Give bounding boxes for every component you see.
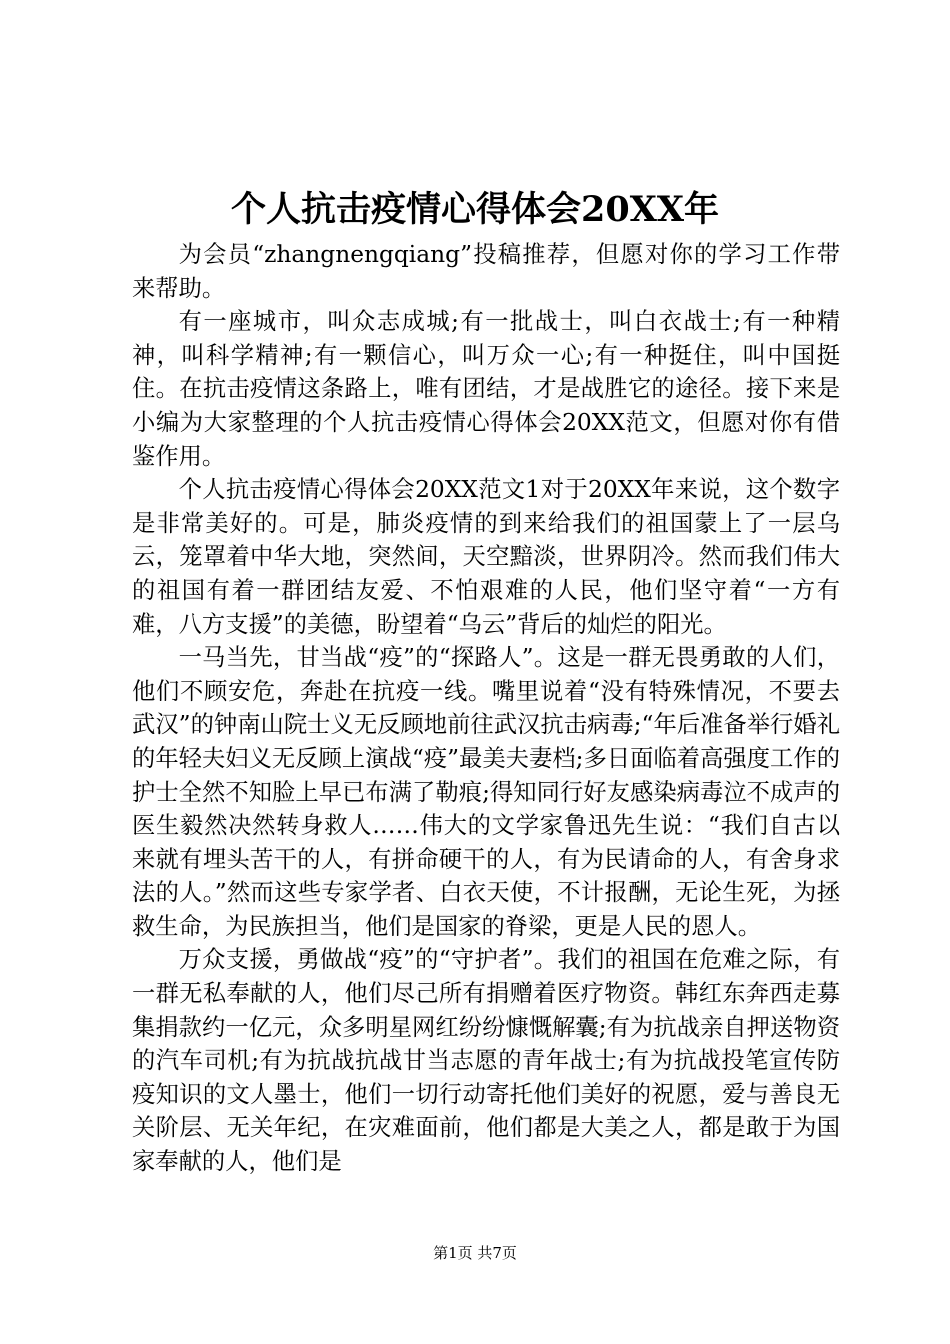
document-body — [132, 238, 840, 1179]
paragraph-preface: 有一座城市，叫众志成城;有一批战士，叫白衣战士;有一种精神，叫科学精神;有一颗信心，叫万众一心;有一种挺住，叫中国挺住。在抗击疫情这条路上，唯有团结，才是战胜它的途径。接下来是小编为大家整理的个人抗击疫情心得体会20XX范文，但愿对你有借鉴作用。 — [132, 308, 840, 470]
document-title: 个人抗击疫情心得体会20XX年 — [230, 189, 720, 230]
paragraph-essay-opening: 个人抗击疫情心得体会20XX范文1对于20XX年来说，这个数字是非常美好的。可是，肺炎疫情的到来给我们的祖国蒙上了一层乌云，笼罩着中华大地，突然间，天空黯淡，世界阴冷。然而我们伟大的祖国有着一群团结友爱、不怕艰难的人民，他们坚守着“一方有难，八方支援”的美德，盼望着“乌云”背后的灿烂的阳光。 — [132, 476, 840, 638]
paragraph-intro: 为会员“zhangnengqiang”投稿推荐，但愿对你的学习工作带来帮助。 — [132, 241, 840, 302]
paragraph-guardians: 万众支援，勇做战“疫”的“守护者”。我们的祖国在危难之际，有一群无私奉献的人，他们尽己所有捐赠着医疗物资。韩红东奔西走募集捐款约一亿元，众多明星网红纷纷慷慨解囊;有为抗战亲自押送物资的汽车司机;有为抗战抗战甘当志愿的青年战士;有为抗战投笔宣传防疫知识的文人墨士，他们一切行动寄托他们美好的祝愿，爱与善良无关阶层、无关年纪，在灾难面前，他们都是大美之人，都是敢于为国家奉献的人，他们是 — [132, 946, 840, 1176]
page-number-footer: 第1页 共7页 — [433, 1244, 517, 1262]
paragraph-pathfinders: 一马当先，甘当战“疫”的“探路人”。这是一群无畏勇敢的人们，他们不顾安危，奔赴在抗疫一线。嘴里说着“没有特殊情况，不要去武汉”的钟南山院士义无反顾地前往武汉抗击病毒;“年后准备举行婚礼的年轻夫妇义无反顾上演战“疫”最美夫妻档;多日面临着高强度工作的护士全然不知脸上早已布满了勒痕;得知同行好友感染病毒泣不成声的医生毅然决然转身救人……伟大的文学家鲁迅先生说：“我们自古以来就有埋头苦干的人，有拼命硬干的人，有为民请命的人，有舍身求法的人。”然而这些专家学者、白衣天使，不计报酬，无论生死，为拯救生命，为民族担当，他们是国家的脊梁，更是人民的恩人。 — [132, 644, 840, 940]
